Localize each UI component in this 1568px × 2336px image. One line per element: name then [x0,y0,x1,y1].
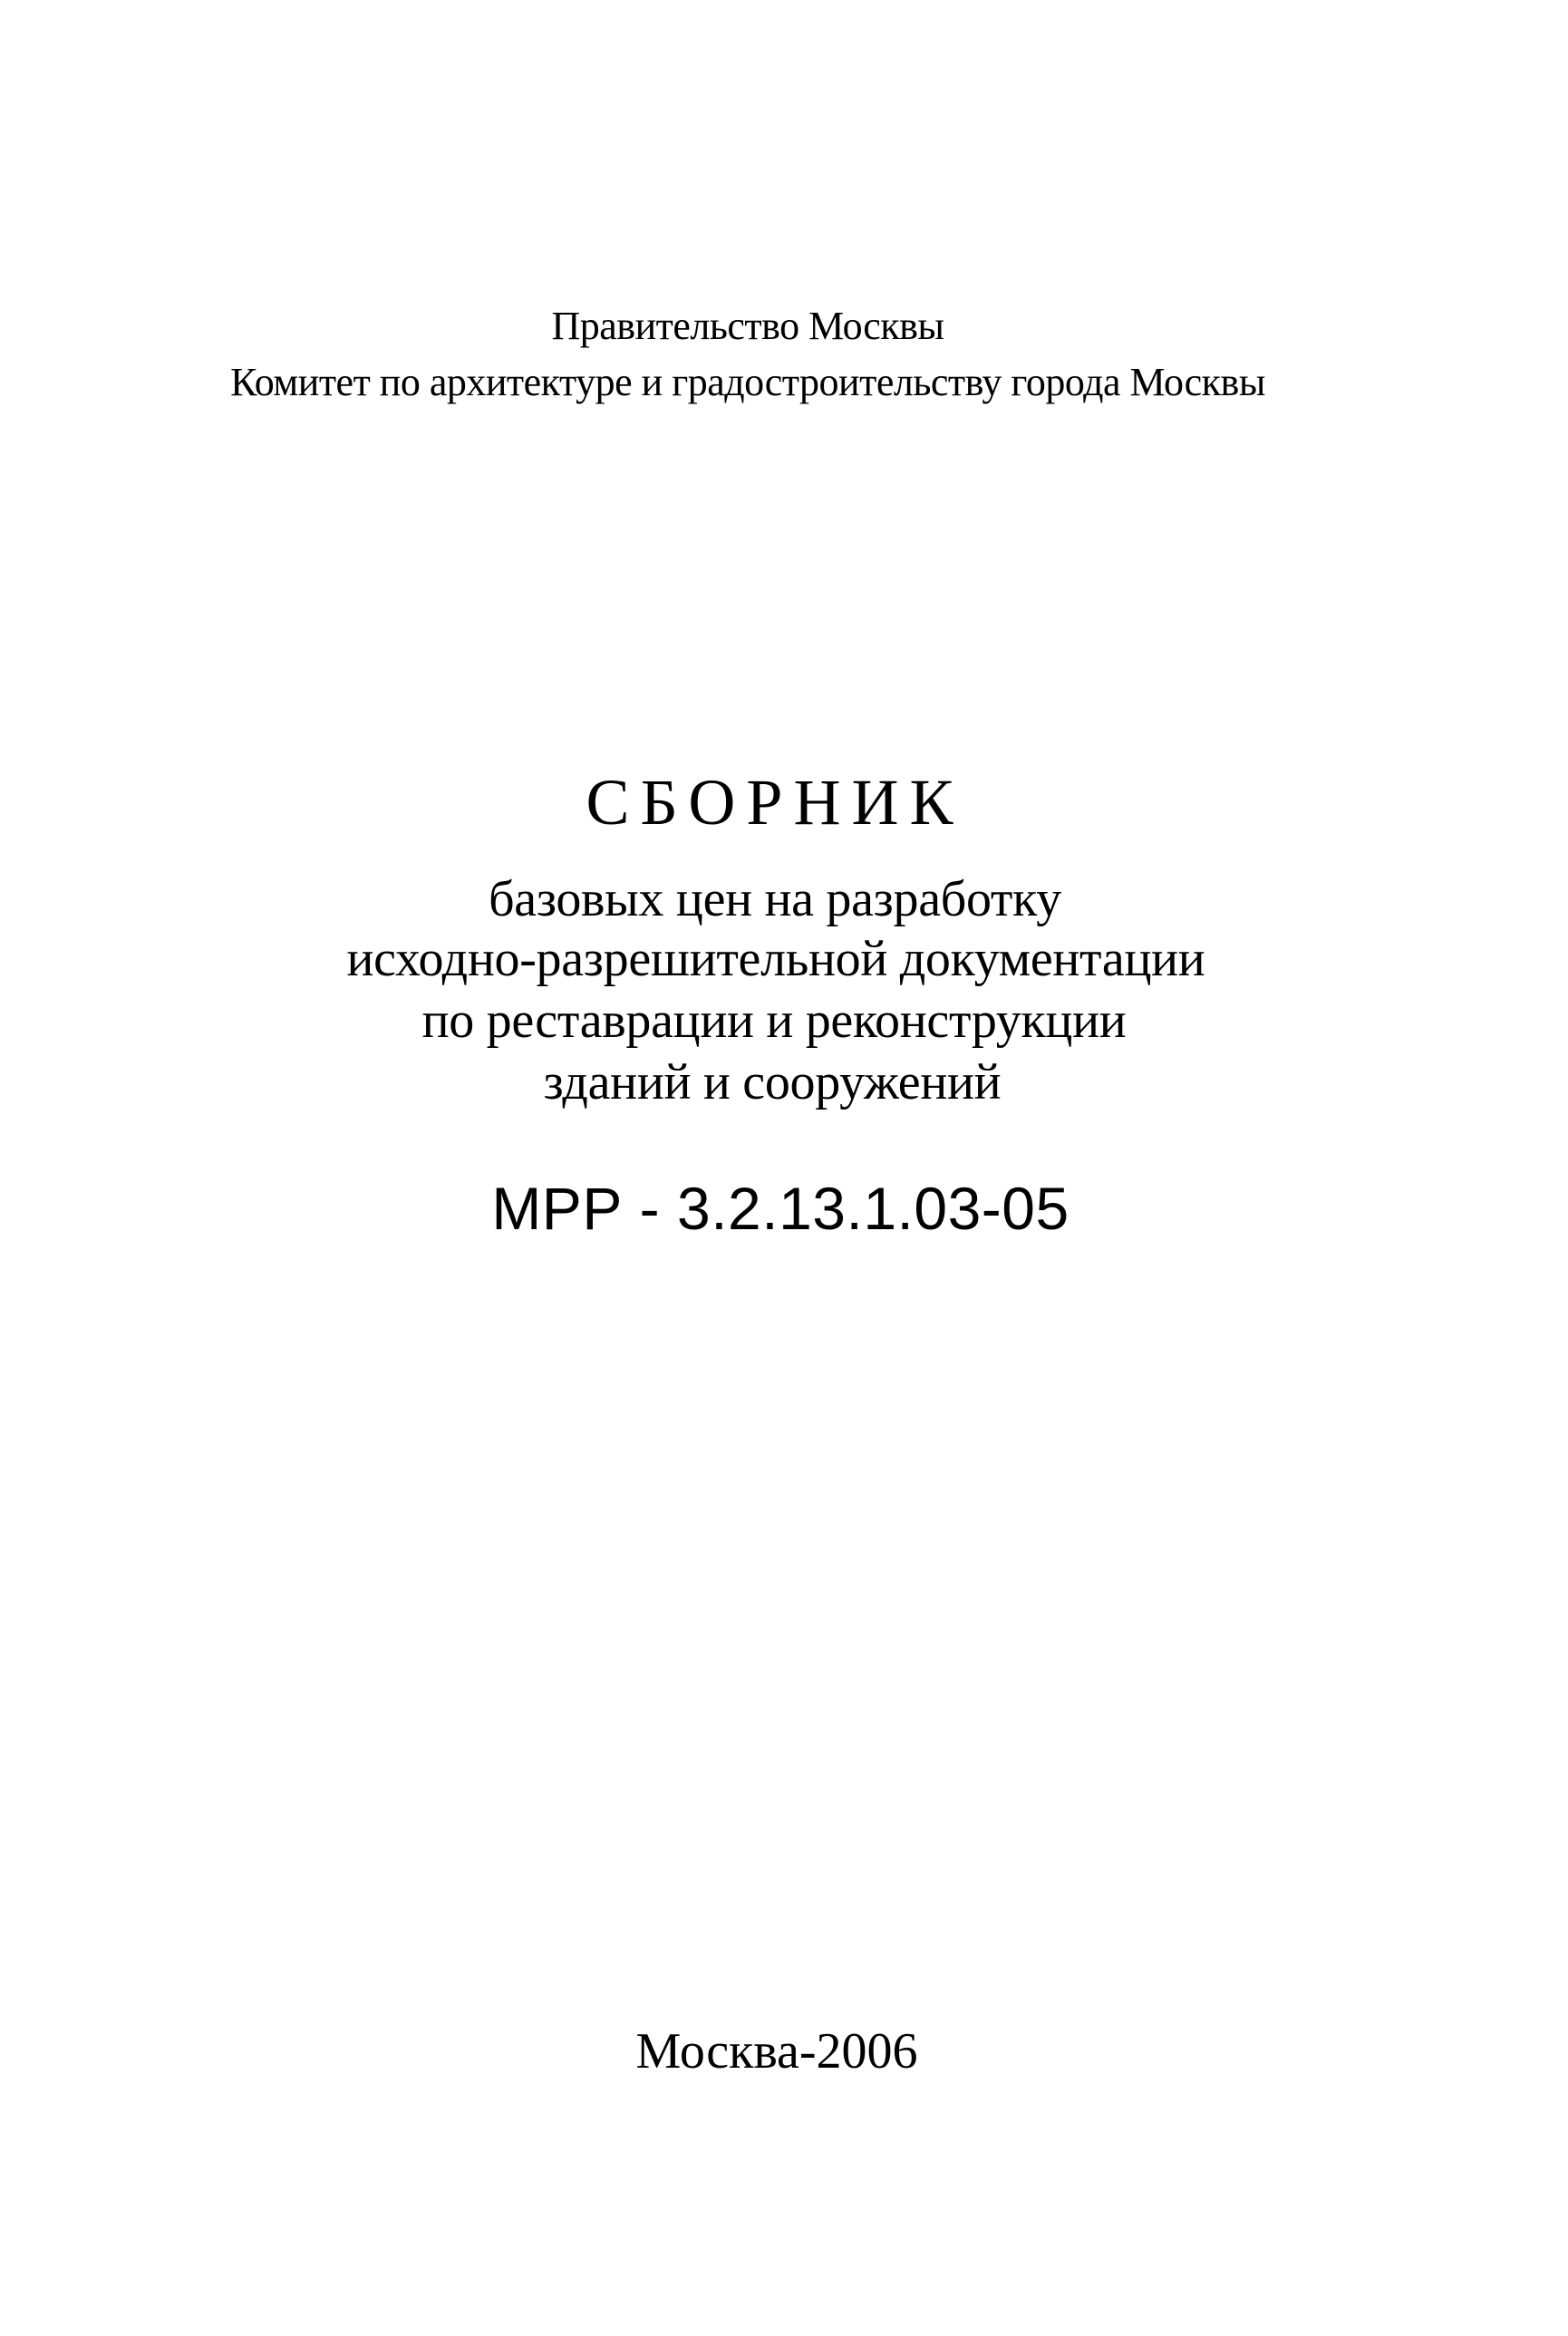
subtitle-line-1: базовых цен на разработку [489,871,1061,927]
subtitle-line-4: зданий и сооружений [543,1054,1002,1110]
document-title: СБОРНИК [586,766,964,838]
subtitle-line-3: по реставрации и реконструкции [421,993,1127,1049]
document-code: МРР - 3.2.13.1.03-05 [491,1175,1070,1242]
organization-name: Правительство Москвы [551,304,944,348]
subtitle-line-2: исходно-разрешительной документации [346,931,1205,987]
committee-name: Комитет по архитектуре и градостроительству города Москвы [230,360,1265,404]
publication-place-year: Москва-2006 [635,2023,918,2079]
